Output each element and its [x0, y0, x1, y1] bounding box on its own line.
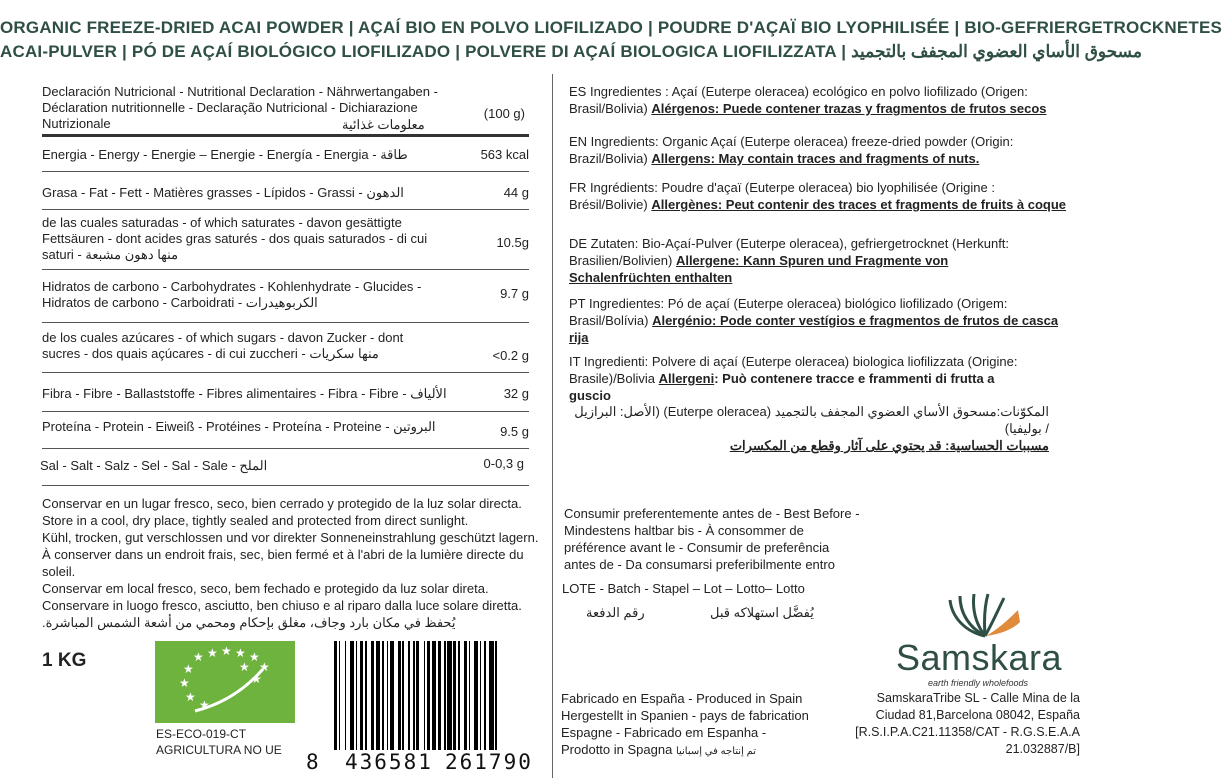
- ingredients-ar: المكوّنات:مسحوق الأساي العضوي المجفف بالتجميد (Euterpe oleracea) (الأصل: البرازيل / بوليفيا) مسببات الحساسية: قد يحتوي على آثار وقطع من المكسرات: [574, 404, 1049, 453]
- barcode-bar: [390, 641, 395, 750]
- best-before-label-arabic: يُفضَّل استهلاكه قبل: [710, 605, 814, 620]
- made-in-arabic: تم إنتاجه في إسبانيا: [675, 746, 757, 757]
- ingredients-es: ES Ingredientes : Açaí (Euterpe oleracea) ecológico en polvo liofilizado (Origen: Brasil/Bolivia) Alérgenos: Puede contener trazas y fragmentos de frutos secos: [569, 84, 1047, 116]
- column-divider: [552, 74, 553, 778]
- storage-fr: À conserver dans un endroit frais, sec, bien fermé et à l'abri de la lumière directe du soleil.: [42, 547, 524, 579]
- svg-text:★: ★: [207, 646, 218, 660]
- barcode-bar: [444, 641, 446, 750]
- storage-it: Conservare in luogo fresco, asciutto, ben chiuso e al riparo dalla luce solare diretta.: [42, 598, 522, 613]
- barcode-bar: [438, 641, 441, 750]
- svg-text:★: ★: [179, 676, 190, 690]
- barcode-bar: [365, 641, 367, 750]
- svg-text:★: ★: [221, 644, 232, 658]
- row-value: <0.2 g: [492, 348, 529, 363]
- row-label: Sal - Salt - Salz - Sel - Sal - Sale - الملح: [40, 458, 268, 473]
- product-title-line2: ACAI-PULVER | PÓ DE AÇAÍ BIOLÓGICO LIOFILIZADO | POLVERE DI AÇAÍ BIOLOGICA LIOFILIZZATA | مسحوق الأساي العضوي المجفف بالتجميد: [0, 42, 1142, 61]
- samskara-logo: [946, 592, 1024, 636]
- row-divider: [42, 372, 529, 373]
- row-divider: [42, 171, 529, 172]
- row-value: 0-0,3 g: [483, 456, 524, 471]
- palm-leaf-icon: [946, 592, 1024, 636]
- nutrition-header: [42, 84, 529, 132]
- barcode-bar: [387, 641, 389, 750]
- row-divider: [42, 269, 529, 270]
- ingredients-fr: FR Ingrédients: Poudre d'açaï (Euterpe oleracea) bio lyophilisée (Origine : Brésil/Bolivie) Allergènes: Peut contenir des traces et fragments de fruits à coque: [569, 180, 1067, 212]
- barcode-bar: [495, 641, 497, 750]
- barcode-bar: [453, 641, 456, 750]
- svg-text:★: ★: [239, 660, 250, 674]
- barcode-bar: [345, 641, 347, 750]
- barcode-bar: [427, 641, 430, 750]
- barcode-bar: [458, 641, 460, 750]
- nutrition-header-rule: [42, 134, 529, 137]
- barcode-bar: [356, 641, 358, 750]
- barcode-bar: [371, 641, 374, 750]
- nutrition-header-label: Declaración Nutricional - Nutritional Declaration - Nährwertangaben - Déclaration nutritionnelle - Declaração Nutricional - Dichiarazione Nutrizionale: [42, 84, 438, 131]
- barcode-bar: [408, 641, 410, 750]
- barcode-bar: [464, 641, 467, 750]
- barcode-bar: [339, 641, 341, 750]
- nutrition-row-carbs: [42, 279, 529, 315]
- barcode-bar: [382, 641, 384, 750]
- storage-pt: Conservar em local fresco, seco, bem fechado e protegido da luz solar direta.: [42, 581, 489, 596]
- barcode-bar: [424, 641, 426, 750]
- barcode-digits-left: 436581: [345, 750, 433, 774]
- barcode-bar: [402, 641, 404, 750]
- row-label: Fibra - Fibre - Ballaststoffe - Fibres alimentaires - Fibra - Fibre - الألياف: [42, 386, 447, 401]
- row-divider: [42, 448, 529, 449]
- product-title-line1: ORGANIC FREEZE-DRIED ACAI POWDER | AÇAÍ BIO EN POLVO LIOFILIZADO | POUDRE D'AÇAÏ BIO LYOPHILISÉE | BIO-GEFRIERGETROCKNETES: [0, 18, 1222, 37]
- barcode-bar: [469, 641, 471, 750]
- eu-leaf-icon: [155, 641, 295, 723]
- barcode-bar: [413, 641, 415, 750]
- nutrition-row-energy: [42, 147, 529, 167]
- barcode-bar: [350, 641, 355, 750]
- batch-label: LOTE - Batch - Stapel – Lot – Lotto– Lotto: [562, 581, 805, 596]
- nutrition-row-sugars: [42, 330, 529, 366]
- eco-code: ES-ECO-019-CT: [156, 727, 247, 741]
- barcode-bar: [447, 641, 452, 750]
- barcode-bar: [360, 641, 363, 750]
- nutrition-row-protein: [42, 419, 529, 443]
- row-value: 32 g: [503, 386, 529, 401]
- barcode-bar: [484, 641, 486, 750]
- eu-organic-logo: [155, 641, 295, 723]
- nutrition-row-saturates: [42, 215, 529, 265]
- ingredients-en: EN Ingredients: Organic Açaí (Euterpe oleracea) freeze-dried powder (Origin: Brazil/Bolivia) Allergens: May contain traces and fragments of nuts.: [569, 134, 1014, 166]
- row-value: 10.5g: [496, 235, 529, 250]
- ingredients-pt: PT Ingredientes: Pó de açaí (Euterpe oleracea) biológico liofilizado (Origem: Brasil/Bolívia) Alergénio: Pode conter vestígios e fragmentos de frutos de casca rija: [569, 296, 1059, 345]
- svg-text:★: ★: [259, 660, 270, 674]
- barcode-bar: [376, 641, 381, 750]
- svg-text:★: ★: [235, 646, 246, 660]
- storage-ar: يُحفظ في مكان بارد وجاف، مغلق بإحكام ومحمي من أشعة الشمس المباشرة.: [42, 615, 456, 630]
- storage-en: Store in a cool, dry place, tightly sealed and protected from direct sunlight.: [42, 513, 469, 528]
- row-value: 44 g: [503, 185, 529, 200]
- svg-text:★: ★: [193, 650, 204, 664]
- eco-certification: [156, 726, 282, 758]
- barcode-bar: [489, 641, 494, 750]
- row-label: Energia - Energy - Energie – Energie - Energía - Energia - طاقة: [42, 147, 408, 162]
- row-divider: [42, 209, 529, 210]
- nutrition-row-salt: [40, 458, 524, 478]
- row-value: 9.5 g: [500, 424, 529, 439]
- nutrition-header-arabic: معلومات غذائية: [342, 117, 425, 132]
- barcode-digit-first: 8: [306, 750, 321, 774]
- svg-text:★: ★: [183, 662, 194, 676]
- barcode-bar: [398, 641, 401, 750]
- batch-label-arabic: رقم الدفعة: [586, 605, 645, 620]
- row-divider: [42, 485, 529, 486]
- eco-origin: AGRICULTURA NO UE: [156, 743, 282, 757]
- svg-text:★: ★: [185, 690, 196, 704]
- barcode-bar: [474, 641, 479, 750]
- storage-instructions: [42, 495, 542, 631]
- row-label: Grasa - Fat - Fett - Matières grasses - Lípidos - Grassi - الدهون: [42, 185, 404, 200]
- made-in: Fabricado en España - Produced in Spain Hergestellt in Spanien - pays de fabrication Espagne - Fabricado em Espanha - Prodotto in Spagna تم إنتاجه في إسبانيا: [561, 691, 809, 757]
- row-label: Hidratos de carbono - Carbohydrates - Kohlenhydrate - Glucides - Hidratos de carbono - Carboidrati - الكربوهيدرات: [42, 279, 422, 310]
- barcode-bar: [432, 641, 437, 750]
- nutrition-per-value: (100 g): [483, 106, 525, 121]
- brand-name: Samskara: [896, 637, 1063, 678]
- storage-de: Kühl, trocken, gut verschlossen und vor direkter Sonneneinstrahlung geschützt lagern.: [42, 530, 539, 545]
- net-weight: 1 KG: [42, 650, 87, 671]
- brand-tagline: earth friendly wholefoods: [928, 678, 1029, 688]
- best-before-label: Consumir preferentemente antes de - Best Before - Mindestens haltbar bis - À consommer de préférence avant le - Consumir de preferência antes de - Da consumarsi preferibilmente entro: [564, 506, 860, 572]
- ingredients-de: DE Zutaten: Bio-Açaí-Pulver (Euterpe oleracea), gefriergetrocknet (Herkunft: Brasilien/Bolivien) Allergene: Kann Spuren und Fragmente von Schalenfrüchten enthalten: [569, 236, 1010, 285]
- barcode-bar: [480, 641, 482, 750]
- svg-text:★: ★: [199, 698, 210, 712]
- row-label: de los cuales azúcares - of which sugars - davon Zucker - dont sucres - dos quais açúcares - di cui zuccheri - منها سكريات: [42, 330, 404, 361]
- svg-text:★: ★: [249, 650, 260, 664]
- storage-es: Conservar en un lugar fresco, seco, bien cerrado y protegido de la luz solar directa.: [42, 496, 522, 511]
- nutrition-row-fat: [42, 185, 529, 205]
- barcode: [334, 641, 540, 750]
- row-label: de las cuales saturadas - of which saturates - davon gesättigte Fettsäuren - dont acides gras saturés - dos quais saturados - di cui saturi - منها دهون مشبعة: [42, 215, 428, 262]
- row-divider: [42, 322, 529, 323]
- barcode-bar: [334, 641, 337, 750]
- row-divider: [42, 411, 529, 412]
- barcode-bar: [416, 641, 419, 750]
- ingredients-it: IT Ingredienti: Polvere di açaí (Euterpe oleracea) biologica liofilizzata (Origine: Brasile)/Bolivia Allergeni: Può contenere tracce e frammenti di frutta a guscio: [569, 354, 1018, 403]
- row-value: 9.7 g: [500, 286, 529, 301]
- nutrition-row-fibre: [42, 386, 529, 406]
- row-label: Proteína - Protein - Eiweiß - Protéines - Proteína - Proteine - البروتين: [42, 419, 436, 434]
- row-value: 563 kcal: [480, 147, 529, 162]
- svg-text:★: ★: [251, 672, 262, 686]
- barcode-digits-right: 261790: [445, 750, 533, 774]
- company-address: SamskaraTribe SL - Calle Mina de la Ciudad 81,Barcelona 08042, España [R.S.I.P.A.C21.11358/CAT - R.G.S.E.A.A 21.032887/B]: [855, 691, 1080, 756]
